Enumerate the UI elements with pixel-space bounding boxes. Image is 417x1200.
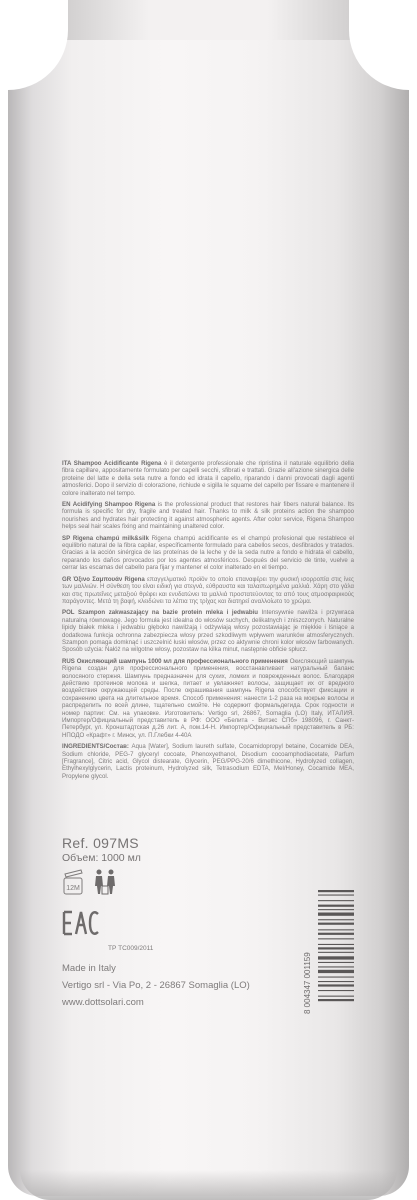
- barcode-bar: [318, 977, 354, 978]
- label-paragraph-gr: GR Όξινο Σαμπουάν Rigena επαγγελματικό προϊόν το οποίο επαναφέρει την φυσική ισορροπία στις ίνες των μαλλιών. Η σύνθεση του είναι ειδική για στεγνά, εύθραυστα και ταλαιπωρημένα μαλλιά. Χάρη στο γάλα και στις πρωτεΐνες μεταξιού θρέφει και ενυδατώνει τα μαλλιά προστατεύοντας τα από τους ατμοσφαιρικούς παράγοντες. Μετά τη βαφή, κλειδώνει τα λέπια της τρίχας και διατηρεί αναλλοίωτο το χρώμα.: [62, 575, 354, 605]
- barcode-bar: [318, 947, 354, 949]
- barcode-bar: [318, 956, 354, 959]
- label-paragraph-sp: SP Rigena champú milk&silk Rigena champú acidificante es el champú profesional que restablece el equilibrio natural de la fibra capilar, específicamente formulado para cabellos secos, desfibrados y tratados. Gracias a la acción sinérgica de las proteínas de la leche y de la seda nutre a fondo e hidrata el cabello, reparando los daños provocados por los agentes atmosféricos. Después del servicio de tinte, vuelve a cerrar las escamas del cabello para fijar y mantener el color inalterado en el tiempo.: [62, 534, 354, 572]
- barcode-bar: [318, 895, 354, 896]
- barcode-bar: [318, 966, 354, 967]
- barcode-bar: [318, 981, 354, 982]
- barcode-bar: [318, 909, 354, 910]
- label-paragraph-en: EN Acidifying Shampoo Rigena is the professional product that restores hair fibers natural balance. Its formula is specific for dry, fragile and treated hair. Thanks to milk & silk proteins action the shampoo nourishes and hydrates hair protecting it against atmospheric agents. After color service, Rigena Shampoo helps seal hair scales fixing and maintaining unaltered color.: [62, 501, 354, 531]
- barcode-bar: [318, 890, 354, 892]
- barcode-bar: [318, 929, 354, 930]
- barcode-bar: [318, 900, 354, 901]
- barcode-bar: [318, 933, 354, 935]
- barcode-icon: [304, 888, 356, 1016]
- reference-code: Ref. 097MS: [62, 835, 139, 851]
- barcode-bar: [318, 996, 354, 997]
- barcode-bar: [318, 944, 354, 945]
- eac-mark-icon: [62, 910, 100, 936]
- label-paragraph-pol: POL Szampon zakwaszający na bazie protein mleka i jedwabiu Intensywnie nawilża i przywraca naturalną równowagę. Jego formuła jest idealna do włosów suchych, delikatnych i zniszczonych. Naturalne lipidy białek mleka i jedwabiu głęboko nawilżają i odżywiają włosy pozostawiając je miękkie i lśniące a dodatkowa funkcja ochronna zabezpiecza włosy przed szkodliwym wpływem warunków atmosferycznych. Szampon pomaga domknąć i uszczelnić łuski włosów, przez co aktywnie chroni kolor włosów farbowanych. Sposób użycia: Nałóż na wilgotne włosy, pozostaw na kilka minut, następnie obficie spłucz.: [62, 609, 354, 654]
- label-paragraph-ita: ITA Shampoo Acidificante Rigena è il detergente professionale che ripristina il naturale equilibrio della fibra capillare, appositamente formulato per capelli secchi, sfibrati e trattati. Grazie all'azione sinergica delle proteine del latte e della seta nutre a fondo ed idrata il capello, riparando i danni provocati dagli agenti atmosferici. Dopo il servizio di colorazione, richiude e sigilla le squame del capello per fissare e mantenere il colore inalterato nel tempo.: [62, 460, 354, 497]
- bottle-neck: [60, 0, 357, 40]
- barcode-bar: [318, 938, 354, 939]
- open-jar-pao-icon: [62, 868, 84, 898]
- barcode-bar: [318, 919, 354, 920]
- barcode-bar: [318, 984, 354, 986]
- recycling-people-icon: [92, 868, 118, 898]
- made-in-text: Made in Italy: [62, 963, 116, 974]
- website-text: www.dottsolari.com: [62, 997, 144, 1008]
- barcode-bar: [318, 990, 354, 991]
- barcode-bar: [318, 970, 354, 973]
- label-ingredients: INGREDIENTS/Состав: Aqua [Water], Sodium laureth sulfate, Cocamidopropyl betaine, Cocamide DEA, Sodium chloride, PEG-7 glyceryl cocoate, Phenoxyethanol, Disodium cocoamphodiacetate, Parfum [Fragrance], Citric acid, Glycol distearate, Glycerin, PEG/PPG-20/6 dimethicone, Hydrolyzed collagen, Ethylhexylglycerin, Lactis proteinum, Hydrolyzed silk, Tetrasodium EDTA, Mel/Honey, Cocamide MEA, Propylene glycol.: [62, 743, 354, 780]
- bottle-base-shadow: [20, 1170, 397, 1200]
- barcode-bar: [318, 999, 354, 1001]
- barcode-bar: [318, 962, 354, 963]
- technical-regulation-code: ТР ТС009/2011: [108, 945, 154, 952]
- barcode-number: 8 004347 001159: [303, 952, 312, 1014]
- barcode-bar: [318, 913, 354, 916]
- manufacturer-address: Vertigo srl - Via Po, 2 - 26867 Somaglia (LO): [62, 980, 250, 991]
- pao-label: 12M: [66, 885, 80, 892]
- label-paragraph-rus: RUS Окисляющий шампунь 1000 мл для профессионального применения Окисляющий шампунь Rigena создан для профессионального применения, восстанавливает натуральный баланс волосяного стержня. Шампунь предназначен для сухих, ломких и поврежденных волос. Благодаря действию протеинов молока и шелка, питает и увлажняет волосы, защищает их от вредного воздействия окружающей среды. После окрашивания шампунь Rigena способствует фиксации и сохранению цвета на длительное время. Способ применения: нанести 1-2 раза на мокрые волосы и распределить по всей длине, тщательно смойте. Не содержит формальдегида. Срок годности и номер партии: См. на упаковке. Изготовитель: Vertigo srl, 26867, Somaglia (LO) Italy, ИТАЛИЯ. Импортер/Официальный представитель в РФ: ООО «Белита - Витэкс СПб» 198096, г. Санкт-Петербург, ул. Кронштадтская д.26 лит. А, пом.14-Н. Импортер/Официальный представитель в РБ: НПОДО «Крафт» г. Минск, ул. П.Глебки 4-40А: [62, 657, 354, 739]
- barcode-bar: [318, 923, 354, 925]
- barcode-bar: [318, 905, 354, 907]
- barcode-bar: [318, 952, 354, 953]
- product-label-text: [62, 460, 354, 784]
- volume-text: Объем: 1000 мл: [62, 852, 141, 864]
